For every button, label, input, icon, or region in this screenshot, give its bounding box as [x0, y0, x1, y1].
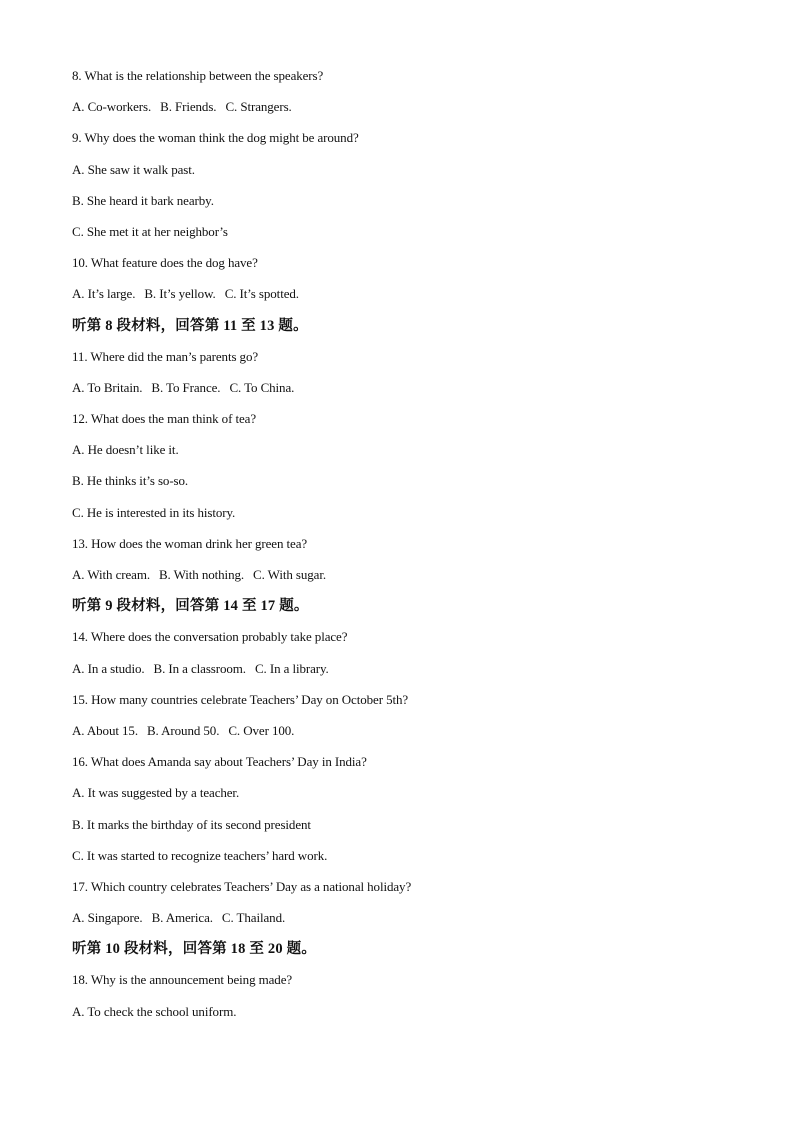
- question-text: 18. Why is the announcement being made?: [72, 972, 293, 988]
- answer-option: A. He doesn’t like it.: [72, 442, 179, 458]
- section-heading: 听第 10 段材料，回答第 18 至 20 题。: [72, 941, 317, 958]
- question-text: 10. What feature does the dog have?: [72, 255, 258, 271]
- question-text: 11. Where did the man’s parents go?: [72, 348, 259, 364]
- section-heading: 听第 8 段材料，回答第 11 至 13 题。: [72, 317, 308, 334]
- answer-option: A. She saw it walk past.: [72, 161, 195, 177]
- answer-option: C. It’s spotted.: [224, 286, 299, 302]
- answer-option: C. She met it at her neighbor’s: [72, 223, 228, 239]
- answer-options-row: [72, 379, 752, 410]
- answer-option: C. With sugar.: [253, 567, 326, 582]
- question-text: 13. How does the woman drink her green tea?: [72, 535, 308, 551]
- question-text: 8. What is the relationship between the speakers?: [72, 68, 324, 83]
- answer-options-row: [72, 909, 752, 940]
- answer-option: A. It’s large.: [72, 286, 136, 302]
- answer-option: A. To Britain.: [72, 379, 143, 395]
- answer-option: B. Friends.: [160, 99, 217, 115]
- answer-option: C. In a library.: [254, 660, 329, 676]
- answer-option: C. He is interested in its history.: [72, 504, 236, 520]
- answer-options-row: [72, 285, 752, 316]
- answer-options-row: [72, 660, 752, 691]
- answer-options-row: [72, 566, 752, 597]
- answer-option: A. In a studio.: [72, 660, 145, 676]
- question-list: [72, 67, 752, 1034]
- answer-option: A. Co-workers.: [72, 99, 152, 115]
- answer-option: B. To France.: [151, 379, 221, 395]
- question-text: 9. Why does the woman think the dog might be around?: [72, 130, 359, 146]
- answer-option: C. It was started to recognize teachers’ hard work.: [72, 847, 328, 863]
- answer-options-row: [72, 722, 752, 753]
- question-text: 14. Where does the conversation probably take place?: [72, 629, 348, 645]
- question-text: 15. How many countries celebrate Teachers’ Day on October 5th?: [72, 691, 409, 707]
- answer-option: A. About 15.: [72, 722, 138, 738]
- answer-option: C. To China.: [229, 379, 295, 395]
- answer-option: C. Over 100.: [228, 722, 295, 738]
- answer-option: B. America.: [151, 910, 213, 926]
- answer-option: A. It was suggested by a teacher.: [72, 785, 240, 801]
- answer-option: B. With nothing.: [158, 567, 245, 582]
- answer-option: B. Around 50.: [146, 722, 220, 738]
- answer-options-row: [72, 98, 752, 129]
- answer-option: A. To check the school uniform.: [72, 1003, 237, 1019]
- answer-option: B. It’s yellow.: [144, 286, 216, 302]
- answer-option: B. It marks the birthday of its second president: [72, 816, 311, 832]
- question-text: 12. What does the man think of tea?: [72, 411, 256, 427]
- question-text: 16. What does Amanda say about Teachers’ Day in India?: [72, 754, 367, 770]
- answer-option: A. Singapore.: [72, 910, 143, 926]
- answer-option: A. With cream.: [72, 567, 150, 582]
- answer-option: C. Strangers.: [225, 99, 292, 115]
- answer-option: B. In a classroom.: [153, 660, 246, 676]
- section-heading: 听第 9 段材料，回答第 14 至 17 题。: [72, 598, 309, 615]
- answer-option: B. She heard it bark nearby.: [72, 192, 214, 208]
- question-text: 17. Which country celebrates Teachers’ Day as a national holiday?: [72, 878, 412, 894]
- answer-option: C. Thailand.: [221, 910, 286, 926]
- answer-option: B. He thinks it’s so-so.: [72, 473, 189, 489]
